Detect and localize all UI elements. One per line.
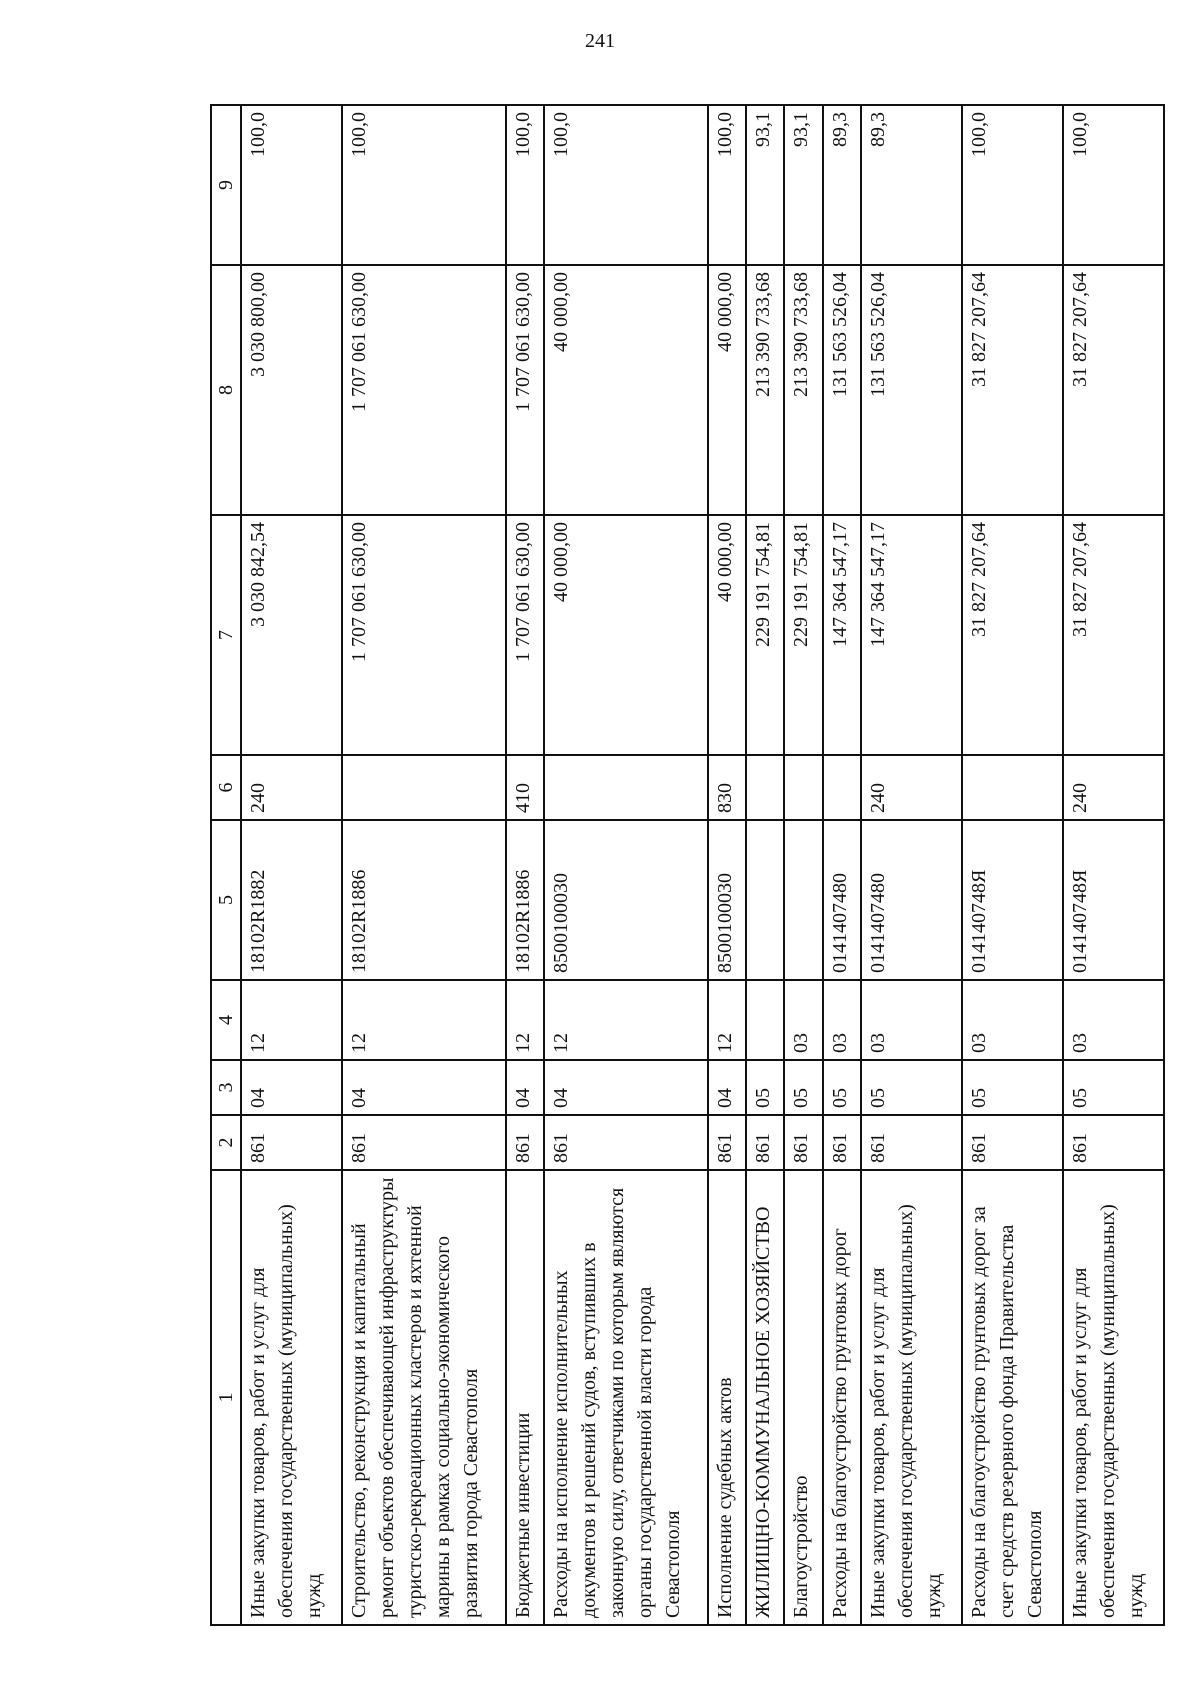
expense-type-cell: 240: [861, 755, 962, 820]
plan-amount-cell: 147 364 547,17: [861, 515, 962, 755]
actual-amount-cell: 40 000,00: [708, 265, 746, 515]
target-article-cell: 014140748Я: [1063, 820, 1164, 980]
column-header: 1: [211, 1170, 241, 1625]
target-article-cell: [746, 820, 784, 980]
admin-code-cell: 861: [342, 1115, 506, 1170]
admin-code-cell: 861: [861, 1115, 962, 1170]
row-name-cell: Строительство, реконструкция и капитальный ремонт объектов обеспечивающей инфраструктуры туристско-рекреационных кластеров и яхтенной марины в рамках социально-экономического развития города Севастополя: [342, 1170, 506, 1625]
subsection-cell: 12: [544, 980, 708, 1060]
plan-amount-cell: 1 707 061 630,00: [342, 515, 506, 755]
admin-code-cell: 861: [506, 1115, 544, 1170]
actual-amount-cell: 131 563 526,04: [861, 265, 962, 515]
column-header: 8: [211, 265, 241, 515]
plan-amount-cell: 31 827 207,64: [1063, 515, 1164, 755]
row-name-cell: Расходы на благоустройство грунтовых дорог за счет средств резервного фонда Правительства Севастополя: [962, 1170, 1063, 1625]
table-row: [1063, 105, 1164, 1625]
row-name-cell: Расходы на исполнение исполнительных документов и решений судов, вступивших в законную силу, ответчиками по которым являются органы государственной власти города Севастополя: [544, 1170, 708, 1625]
section-cell: 04: [342, 1060, 506, 1115]
column-header: 3: [211, 1060, 241, 1115]
actual-amount-cell: 131 563 526,04: [823, 265, 861, 515]
row-name-cell: ЖИЛИЩНО-КОММУНАЛЬНОЕ ХОЗЯЙСТВО: [746, 1170, 784, 1625]
target-article-cell: 18102R1886: [342, 820, 506, 980]
percent-cell: 93,1: [784, 105, 822, 265]
section-cell: 04: [708, 1060, 746, 1115]
table-row: [241, 105, 342, 1625]
actual-amount-cell: 31 827 207,64: [962, 265, 1063, 515]
section-cell: 05: [784, 1060, 822, 1115]
column-header: 5: [211, 820, 241, 980]
admin-code-cell: 861: [746, 1115, 784, 1170]
column-header: 6: [211, 755, 241, 820]
row-name-cell: Благоустройство: [784, 1170, 822, 1625]
actual-amount-cell: 40 000,00: [544, 265, 708, 515]
subsection-cell: 03: [823, 980, 861, 1060]
table-row: [708, 105, 746, 1625]
row-name-cell: Иные закупки товаров, работ и услуг для обеспечения государственных (муниципальных) нужд: [1063, 1170, 1164, 1625]
percent-cell: 100,0: [544, 105, 708, 265]
subsection-cell: 12: [342, 980, 506, 1060]
section-cell: 05: [746, 1060, 784, 1115]
plan-amount-cell: 1 707 061 630,00: [506, 515, 544, 755]
percent-cell: 100,0: [708, 105, 746, 265]
subsection-cell: [746, 980, 784, 1060]
percent-cell: 89,3: [823, 105, 861, 265]
expense-type-cell: 830: [708, 755, 746, 820]
plan-amount-cell: 40 000,00: [544, 515, 708, 755]
admin-code-cell: 861: [962, 1115, 1063, 1170]
column-header: 7: [211, 515, 241, 755]
expense-type-cell: [962, 755, 1063, 820]
section-cell: 05: [1063, 1060, 1164, 1115]
budget-table-rotated: [210, 106, 1165, 1626]
section-cell: 04: [544, 1060, 708, 1115]
admin-code-cell: 861: [708, 1115, 746, 1170]
actual-amount-cell: 213 390 733,68: [746, 265, 784, 515]
column-header: 4: [211, 980, 241, 1060]
table-body: [241, 105, 1164, 1625]
subsection-cell: 12: [506, 980, 544, 1060]
admin-code-cell: 861: [544, 1115, 708, 1170]
subsection-cell: 12: [708, 980, 746, 1060]
target-article-cell: 8500100030: [708, 820, 746, 980]
target-article-cell: 0141407480: [861, 820, 962, 980]
plan-amount-cell: 147 364 547,17: [823, 515, 861, 755]
admin-code-cell: 861: [241, 1115, 342, 1170]
plan-amount-cell: 229 191 754,81: [746, 515, 784, 755]
budget-table: [210, 104, 1165, 1626]
subsection-cell: 12: [241, 980, 342, 1060]
target-article-cell: 18102R1882: [241, 820, 342, 980]
column-header: 9: [211, 105, 241, 265]
percent-cell: 100,0: [241, 105, 342, 265]
expense-type-cell: [544, 755, 708, 820]
percent-cell: 93,1: [746, 105, 784, 265]
expense-type-cell: [823, 755, 861, 820]
expense-type-cell: [746, 755, 784, 820]
admin-code-cell: 861: [784, 1115, 822, 1170]
section-cell: 04: [241, 1060, 342, 1115]
section-cell: 05: [823, 1060, 861, 1115]
percent-cell: 100,0: [342, 105, 506, 265]
percent-cell: 89,3: [861, 105, 962, 265]
actual-amount-cell: 3 030 800,00: [241, 265, 342, 515]
subsection-cell: 03: [861, 980, 962, 1060]
plan-amount-cell: 3 030 842,54: [241, 515, 342, 755]
table-row: [746, 105, 784, 1625]
page-number: 241: [585, 30, 615, 52]
plan-amount-cell: 40 000,00: [708, 515, 746, 755]
percent-cell: 100,0: [506, 105, 544, 265]
target-article-cell: 18102R1886: [506, 820, 544, 980]
expense-type-cell: 240: [241, 755, 342, 820]
section-cell: 05: [861, 1060, 962, 1115]
target-article-cell: [784, 820, 822, 980]
table-row: [962, 105, 1063, 1625]
actual-amount-cell: 1 707 061 630,00: [342, 265, 506, 515]
admin-code-cell: 861: [823, 1115, 861, 1170]
row-name-cell: Исполнение судебных актов: [708, 1170, 746, 1625]
expense-type-cell: 240: [1063, 755, 1164, 820]
header-row: [211, 105, 241, 1625]
expense-type-cell: [342, 755, 506, 820]
target-article-cell: 0141407480: [823, 820, 861, 980]
table-row: [342, 105, 506, 1625]
expense-type-cell: 410: [506, 755, 544, 820]
row-name-cell: Иные закупки товаров, работ и услуг для обеспечения государственных (муниципальных) нужд: [861, 1170, 962, 1625]
table-row: [544, 105, 708, 1625]
actual-amount-cell: 31 827 207,64: [1063, 265, 1164, 515]
percent-cell: 100,0: [962, 105, 1063, 265]
expense-type-cell: [784, 755, 822, 820]
actual-amount-cell: 1 707 061 630,00: [506, 265, 544, 515]
subsection-cell: 03: [962, 980, 1063, 1060]
admin-code-cell: 861: [1063, 1115, 1164, 1170]
row-name-cell: Иные закупки товаров, работ и услуг для обеспечения государственных (муниципальных) нужд: [241, 1170, 342, 1625]
section-cell: 05: [962, 1060, 1063, 1115]
subsection-cell: 03: [784, 980, 822, 1060]
table-row: [784, 105, 822, 1625]
table-row: [506, 105, 544, 1625]
percent-cell: 100,0: [1063, 105, 1164, 265]
table-row: [861, 105, 962, 1625]
column-header: 2: [211, 1115, 241, 1170]
row-name-cell: Бюджетные инвестиции: [506, 1170, 544, 1625]
section-cell: 04: [506, 1060, 544, 1115]
plan-amount-cell: 31 827 207,64: [962, 515, 1063, 755]
table-row: [823, 105, 861, 1625]
target-article-cell: 014140748Я: [962, 820, 1063, 980]
target-article-cell: 8500100030: [544, 820, 708, 980]
actual-amount-cell: 213 390 733,68: [784, 265, 822, 515]
subsection-cell: 03: [1063, 980, 1164, 1060]
plan-amount-cell: 229 191 754,81: [784, 515, 822, 755]
row-name-cell: Расходы на благоустройство грунтовых дорог: [823, 1170, 861, 1625]
